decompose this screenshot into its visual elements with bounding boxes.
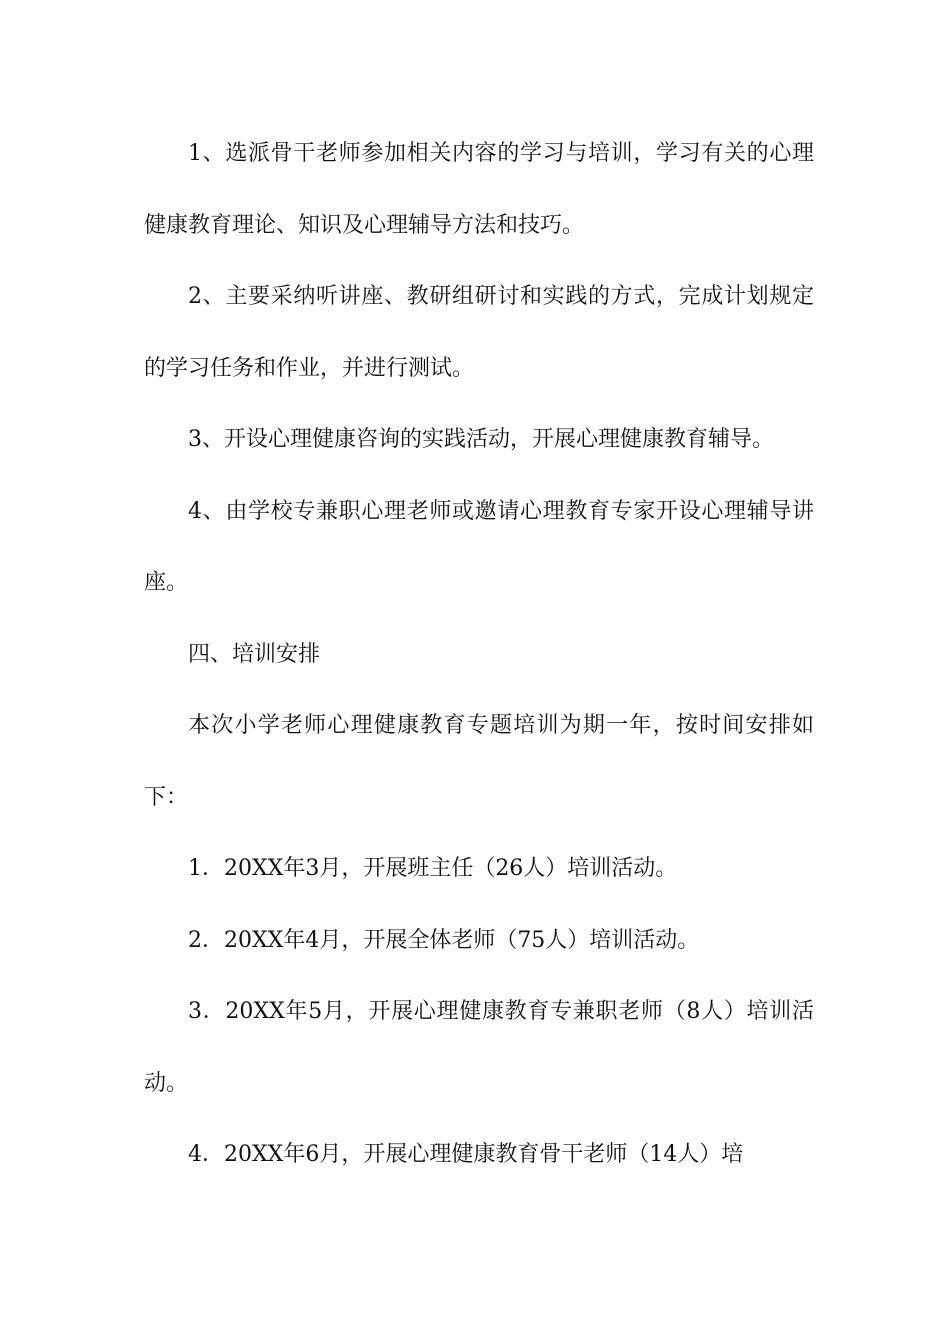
paragraph-3: 3、开设心理健康咨询的实践活动，开展心理健康教育辅导。 xyxy=(188,427,774,452)
paragraph-4: 4、由学校专兼职心理老师或邀请心理教育专家开设心理辅导讲座。 xyxy=(144,498,814,595)
paragraph-2: 2、主要采纳听讲座、教研组研讨和实践的方式，完成计划规定的学习任务和作业，并进行测试。 xyxy=(144,284,814,381)
schedule-item-1: 1．20XX年3月，开展班主任（26人）培训活动。 xyxy=(188,856,678,881)
document-body xyxy=(144,118,814,1191)
schedule-item-4: 4．20XX年6月，开展心理健康教育骨干老师（14人）培 xyxy=(188,1142,744,1167)
schedule-intro: 本次小学老师心理健康教育专题培训为期一年，按时间安排如下： xyxy=(144,713,814,810)
section-heading: 四、培训安排 xyxy=(188,641,321,667)
paragraph-1: 1、选派骨干老师参加相关内容的学习与培训，学习有关的心理健康教育理论、知识及心理辅导方法和技巧。 xyxy=(144,141,814,238)
schedule-item-2: 2．20XX年4月，开展全体老师（75人）培训活动。 xyxy=(188,927,700,953)
schedule-item-3: 3．20XX年5月，开展心理健康教育专兼职老师（8人）培训活动。 xyxy=(144,999,814,1096)
